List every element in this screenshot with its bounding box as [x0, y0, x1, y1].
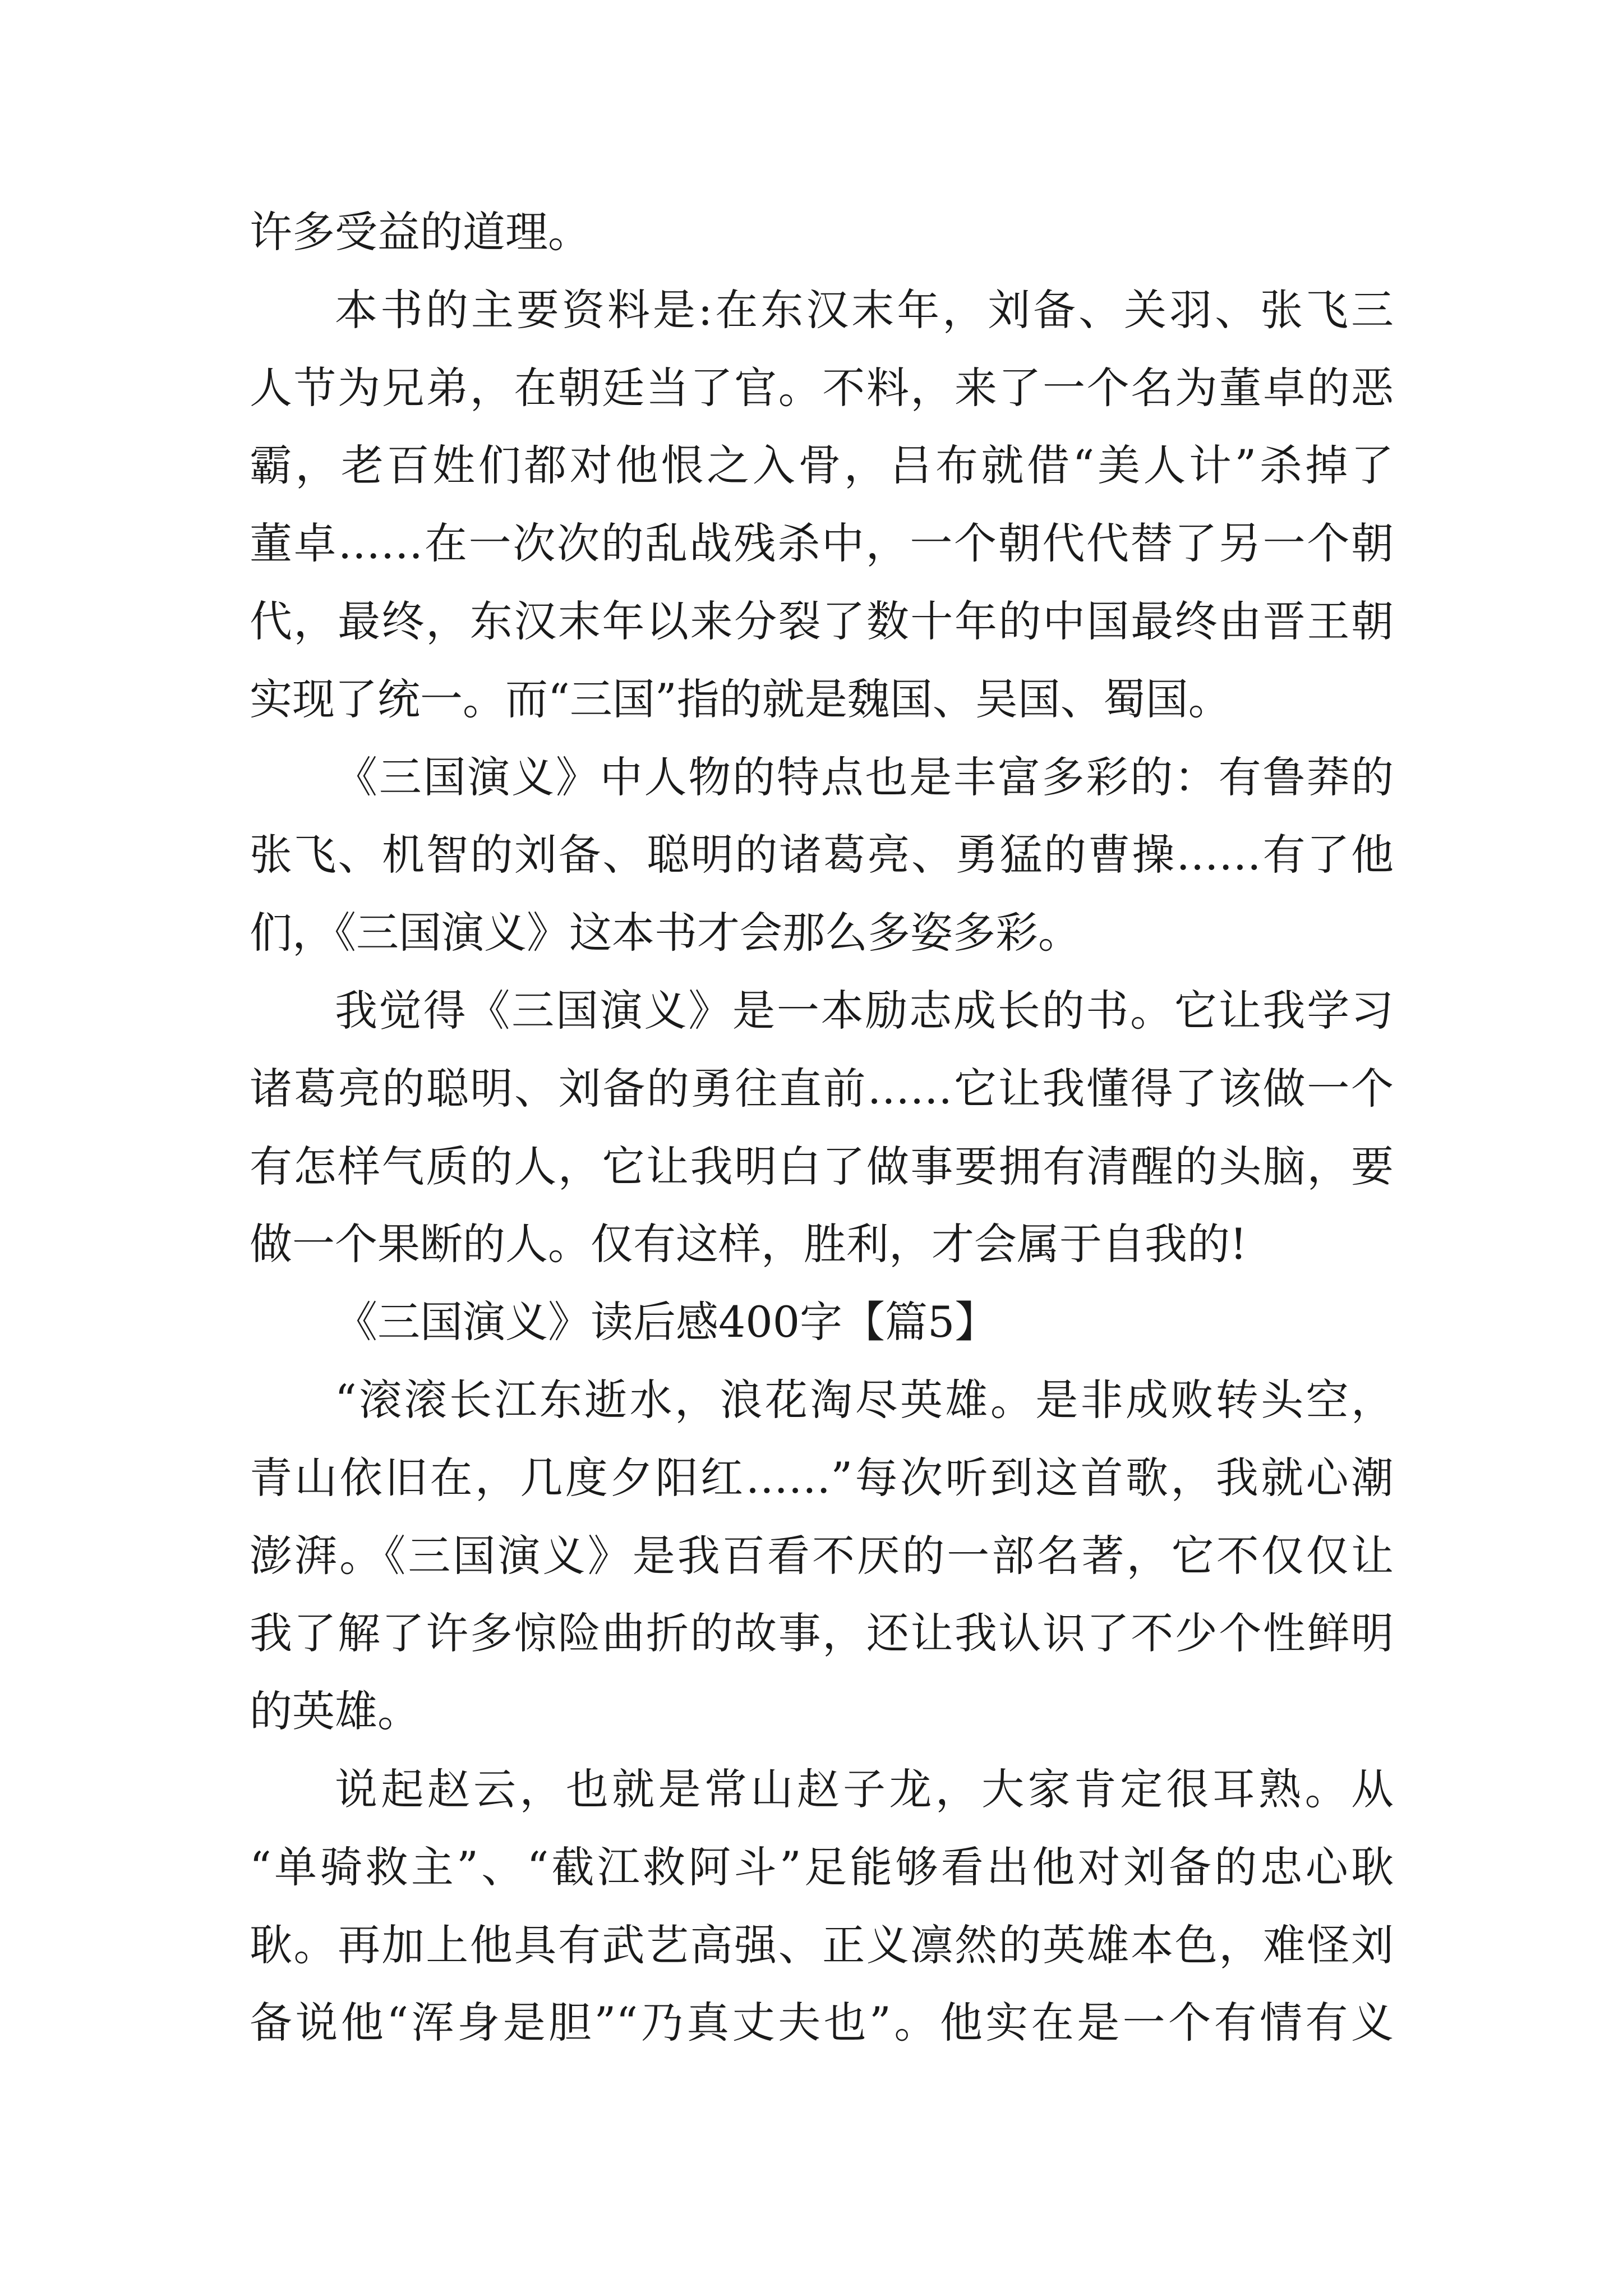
- text-line: 有怎样气质的人，它让我明白了做事要拥有清醒的头脑，要: [250, 1141, 1394, 1191]
- text-line: 耿。再加上他具有武艺高强、正义凛然的英雄本色，难怪刘: [250, 1920, 1394, 1970]
- text-line: 的英雄。: [250, 1686, 420, 1737]
- body-text: [250, 194, 1394, 2062]
- text-line: 人节为兄弟，在朝廷当了官。不料，来了一个名为董卓的恶: [250, 362, 1394, 413]
- text-line: 说起赵云，也就是常山赵子龙，大家肯定很耳熟。从: [335, 1764, 1394, 1814]
- text-line: 们，《三国演义》这本书才会那么多姿多彩。: [250, 908, 1081, 958]
- text-line: 霸，老百姓们都对他恨之入骨，吕布就借“美人计”杀掉了: [250, 440, 1394, 491]
- text-line: 备说他“浑身是胆”“乃真丈夫也”。他实在是一个有情有义: [250, 1998, 1394, 2048]
- text-line: 《三国演义》中人物的特点也是丰富多彩的：有鲁莽的: [335, 752, 1394, 802]
- text-line: 许多受益的道理。: [250, 207, 591, 257]
- text-line: 我了解了许多惊险曲折的故事，还让我认识了不少个性鲜明: [250, 1608, 1394, 1659]
- text-line: 我觉得《三国演义》是一本励志成长的书。它让我学习: [335, 985, 1394, 1036]
- text-line: 代，最终，东汉末年以来分裂了数十年的中国最终由晋王朝: [250, 596, 1394, 646]
- section-heading: 《三国演义》读后感400字【篇5】: [335, 1297, 998, 1347]
- text-line: “单骑救主”、“截江救阿斗”足能够看出他对刘备的忠心耿: [250, 1842, 1394, 1892]
- text-line: 青山依旧在，几度夕阳红……”每次听到这首歌，我就心潮: [250, 1452, 1394, 1503]
- text-line: 做一个果断的人。仅有这样，胜利，才会属于自我的!: [250, 1219, 1247, 1269]
- text-line: 实现了统一。而“三国”指的就是魏国、吴国、蜀国。: [250, 674, 1231, 724]
- text-line: 澎湃。《三国演义》是我百看不厌的一部名著，它不仅仅让: [250, 1530, 1394, 1581]
- text-line: “滚滚长江东逝水，浪花淘尽英雄。是非成败转头空，: [335, 1374, 1394, 1425]
- text-line: 张飞、机智的刘备、聪明的诸葛亮、勇猛的曹操……有了他: [250, 830, 1394, 880]
- text-line: 本书的主要资料是:在东汉末年，刘备、关羽、张飞三: [335, 284, 1394, 335]
- text-line: 董卓……在一次次的乱战残杀中，一个朝代代替了另一个朝: [250, 518, 1394, 569]
- text-line: 诸葛亮的聪明、刘备的勇往直前……它让我懂得了该做一个: [250, 1063, 1394, 1114]
